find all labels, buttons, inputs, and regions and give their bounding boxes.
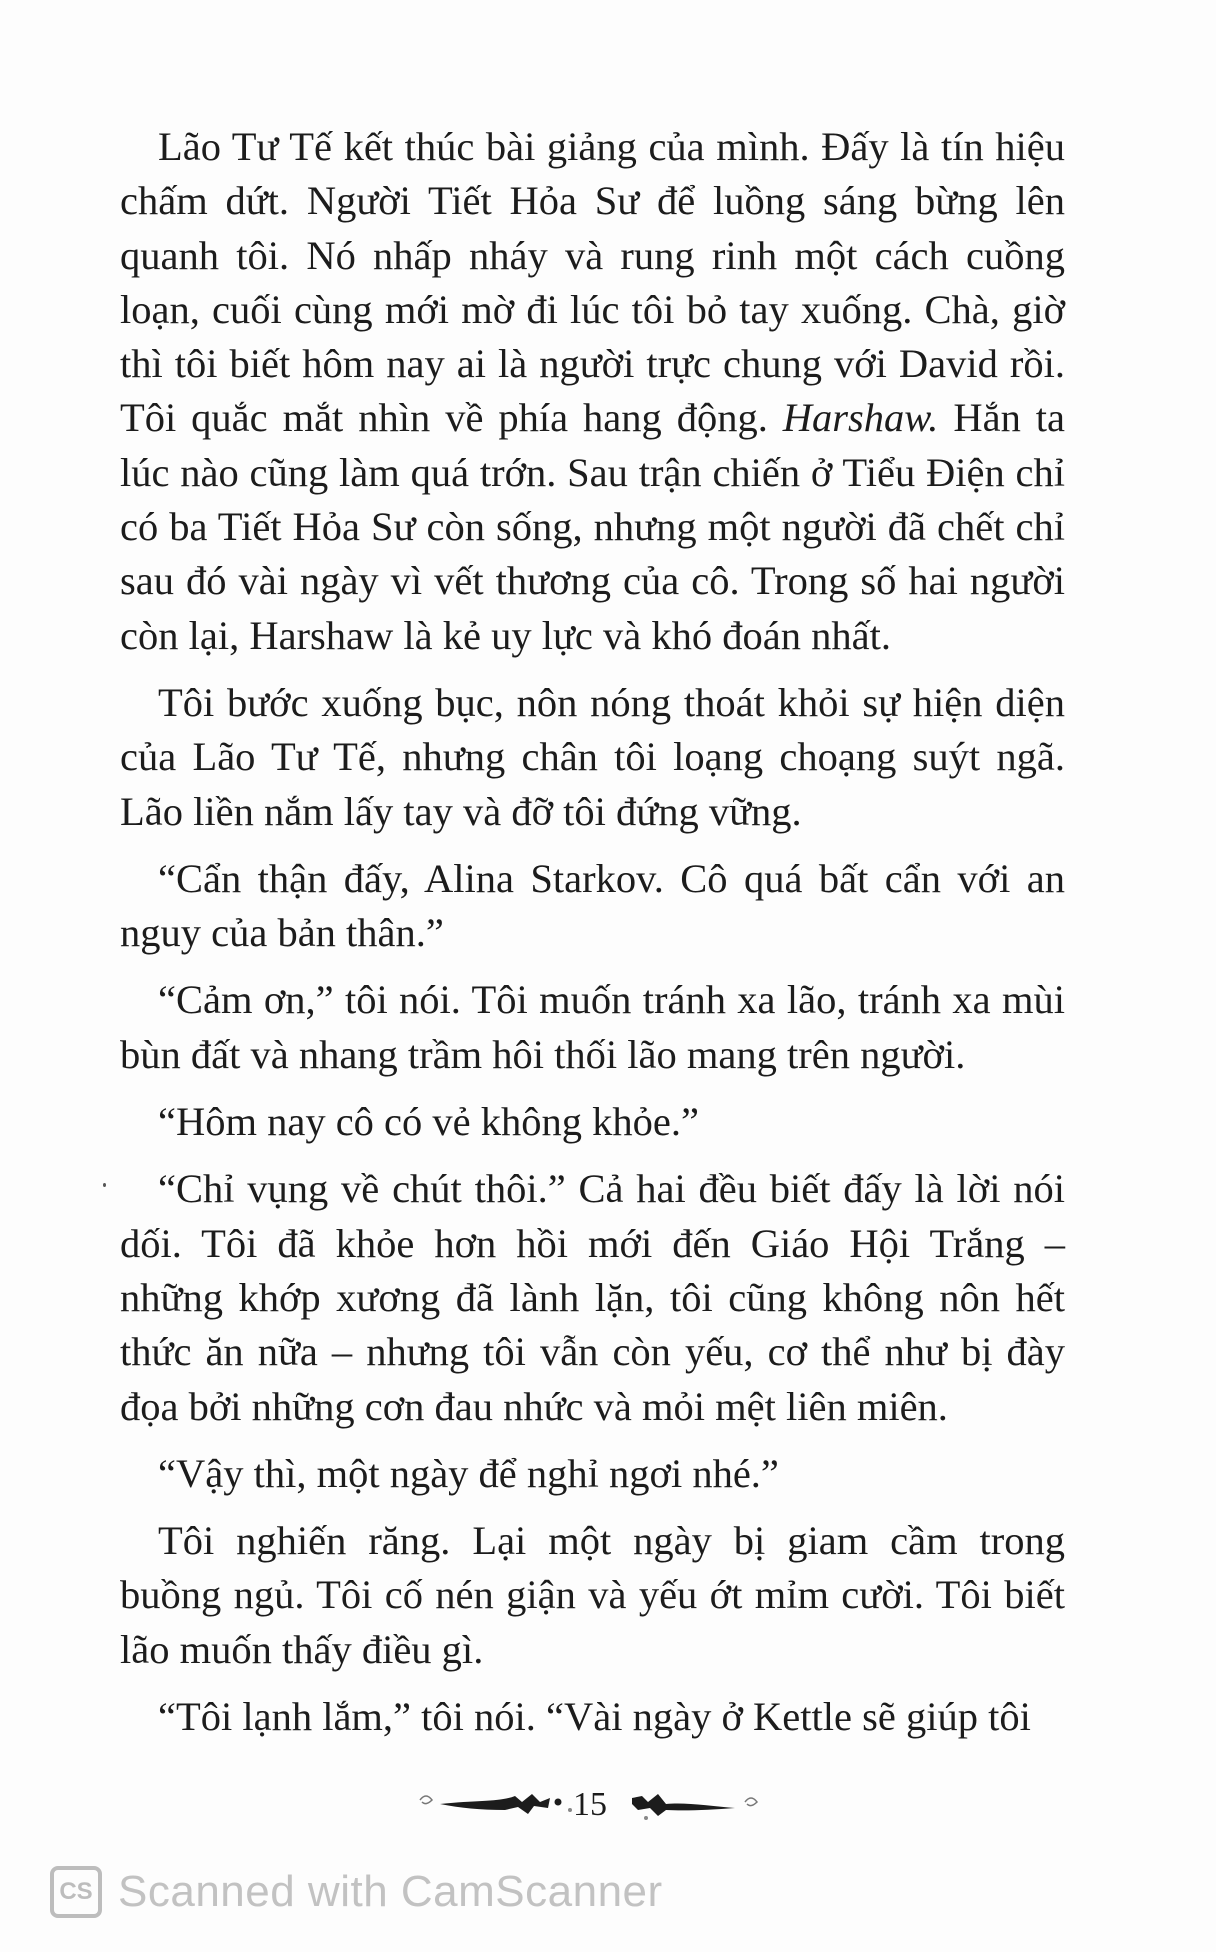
paragraph: Tôi nghiến răng. Lại một ngày bị giam cầm trong buồng ngủ. Tôi cố nén giận và yếu ớt mỉm cười. Tôi biết lão muốn thấy điều gì. [120, 1518, 1065, 1672]
scan-speck [103, 1183, 106, 1187]
paragraph: “Tôi lạnh lắm,” tôi nói. “Vài ngày ở Kettle sẽ giúp tôi [158, 1694, 1031, 1740]
camscanner-logo-icon: CS [50, 1866, 102, 1918]
body-text [120, 120, 1065, 1757]
page-number: 15 [573, 1786, 607, 1823]
scanner-watermark [50, 1860, 663, 1924]
paragraph: “Vậy thì, một ngày để nghỉ ngơi nhé.” [158, 1450, 779, 1496]
paragraph: “Chỉ vụng về chút thôi.” Cả hai đều biết đấy là lời nói dối. Tôi đã khỏe hơn hồi mới đến Giáo Hội Trắng – những khớp xương đã lành lặn, tôi cũng không nôn hết thức ăn nữa – nhưng tôi vẫn còn yếu, cơ thể như bị đày đọa bởi những cơn đau nhức và mỏi mệt liên miên. [120, 1166, 1065, 1429]
scanner-text: Scanned with CamScanner [118, 1867, 663, 1916]
paragraph: “Cảm ơn,” tôi nói. Tôi muốn tránh xa lão, tránh xa mùi bùn đất và nhang trầm hôi thối lão mang trên người. [120, 977, 1065, 1077]
paragraph: Tôi bước xuống bục, nôn nóng thoát khỏi sự hiện diện của Lão Tư Tế, nhưng chân tôi loạng choạng suýt ngã. Lão liền nắm lấy tay và đỡ tôi đứng vững. [120, 679, 1065, 834]
page-ornament [410, 1780, 770, 1830]
italic-name: Harshaw. [782, 395, 939, 441]
paragraph: “Cẩn thận đấy, Alina Starkov. Cô quá bất cẩn với an nguy của bản thân.” [120, 855, 1065, 956]
paragraph: “Hôm nay cô có vẻ không khỏe.” [158, 1099, 699, 1145]
paragraph: Lão Tư Tế kết thúc bài giảng của mình. Đấy là tín hiệu chấm dứt. Người Tiết Hỏa Sư để luồng sáng bừng lên quanh tôi. Nó nhấp nháy và rung rinh một cách cuồng loạn, cuối cùng mới mờ đi lúc tôi bỏ tay xuống. Chà, giờ thì tôi biết hôm nay ai là người trực chung với David rồi. Tôi quắc mắt nhìn về phía hang động. Harshaw. Hắn ta lúc nào cũng làm quá trớn. Sau trận chiến ở Tiểu Điện chỉ có ba Tiết Hỏa Sư còn sống, nhưng một người đã chết chỉ sau đó vài ngày vì vết thương của cô. Trong số hai người còn lại, Harshaw là kẻ uy lực và khó đoán nhất. [120, 124, 1066, 658]
